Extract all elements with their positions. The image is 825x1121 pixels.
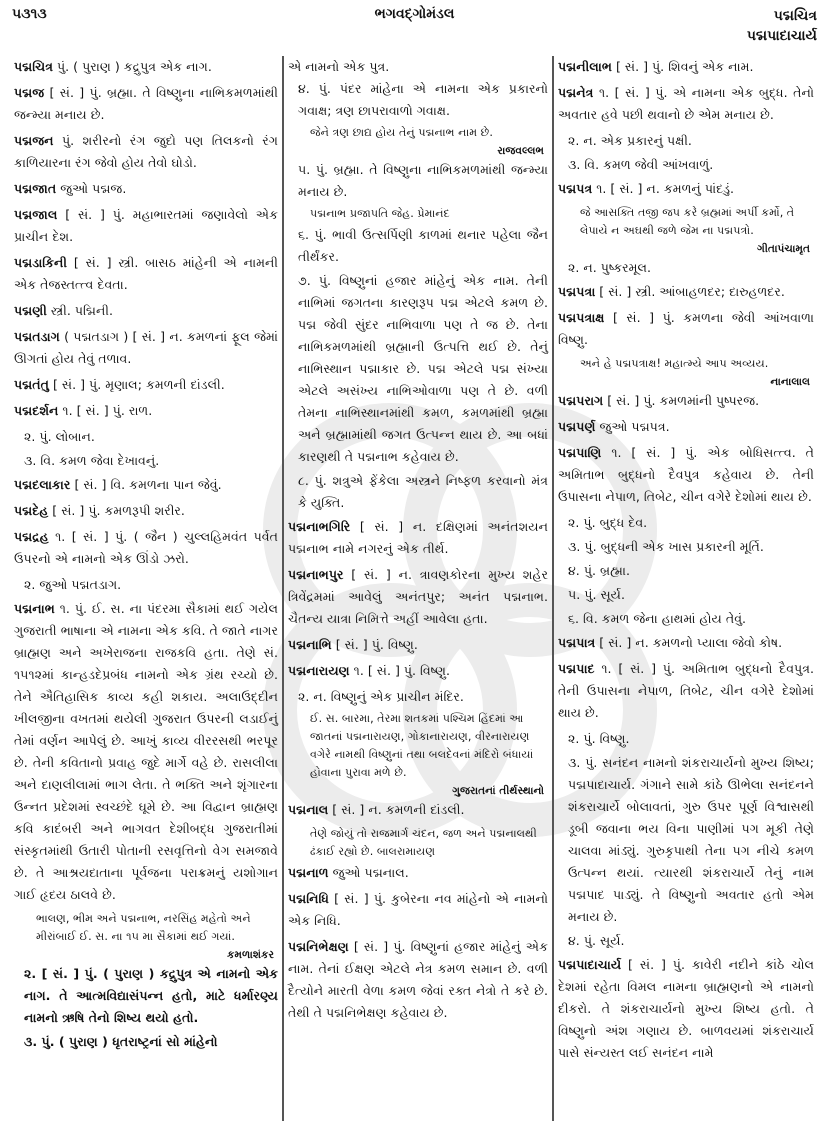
dictionary-entry: [288, 936, 548, 1024]
column-3: [552, 56, 818, 1121]
entry-headword: પદ્મદલાકાર: [14, 477, 71, 492]
entry-definition: ૧. [ સં. ] પું. અમિતાભ બુદ્ધનો દૈવપુત્ર. તેની ઉપાસના નેપાળ, તિબેટ, ચીન વગેરે દેશોમાં થાય છે.: [558, 661, 814, 720]
dictionary-entry: [288, 634, 548, 656]
dictionary-entry: [288, 799, 548, 821]
entry-headword: પદ્મપાણિ: [558, 445, 602, 460]
entry-definition: પું. શરીરનો રંગ જુદો પણ તિલકનો રંગ કાળિયારના રંગ જેવો હોય તેવો ઘોડો.: [14, 133, 278, 170]
entry-headword: પદ્મપત્ર: [558, 181, 593, 196]
entry-definition: [ સં. ] ન. કમળની દાંડલી.: [332, 802, 465, 817]
entry-headword: પદ્મનેત્ર: [558, 85, 594, 100]
entry-headword: પદ્મતડાગ: [14, 329, 60, 344]
entry-headword: પદ્મનીલાભ: [558, 59, 612, 74]
entry-definition: [ સં. ] પું. કમળના જેવી આંખવાળા વિષ્ણુ.: [558, 310, 814, 347]
dictionary-entry: [558, 56, 814, 78]
dictionary-entry: [558, 390, 814, 412]
dictionary-entry: [288, 888, 548, 932]
entry-sense: ૨. ન. પુષ્કરમૂલ.: [568, 260, 652, 275]
entry-sense: ૨. પું. બુદ્ધ દેવ.: [568, 515, 648, 530]
entry-definition: સ્ત્રી. પદ્મિની.: [50, 303, 113, 318]
usage-quotation: ઈ. સ. બારમા, તેરમા શતકમાં પશ્ચિમ હિંદમાં આ જાતનાં પદ્મનારાયણ, ગોકાનારાયણ, વીરનારાયણ વગેરે નામથી વિષ્ણુનાં તથા બલદેવનાં મંદિરો બંધાયાં હોવાના પુરાવા મળે છે.: [310, 712, 534, 779]
entry-headword: પદ્મદ્રહ: [14, 529, 49, 544]
dictionary-columns: [10, 56, 818, 1121]
entry-headword: પદ્મપત્રાક્ષ: [558, 310, 605, 325]
entry-headword: પદ્મપાત્ર: [558, 635, 596, 650]
entry-definition: ૧. [ સં. ] પું. વિષ્ણુ.: [353, 663, 451, 678]
column-2: [282, 56, 552, 1121]
entry-headword: પદ્મનારાયણ: [288, 663, 350, 678]
usage-quotation: જેને ત્રણ છાદ્ય હોય તેનું પદ્મનાભ નામ છે.: [310, 126, 493, 139]
dictionary-entry: [14, 374, 278, 396]
entry-headword: પદ્મનિધિ: [288, 891, 329, 906]
dictionary-entry: [558, 178, 814, 200]
entry-sense: ૨. જુઓ પદ્મતડાગ.: [24, 577, 122, 592]
entry-definition: [ સં. ] સ્ત્રી. બાસઠ માંહેની એ નામની એક તેજસ્તત્ત્વ દેવતા.: [14, 255, 278, 292]
entry-definition: પું. ( પુરાણ ) કદ્રુપુત્ર એક નાગ.: [56, 59, 212, 74]
entry-headword: પદ્મપાદાચાર્ય: [558, 957, 622, 972]
entry-headword: પદ્મજ: [14, 85, 45, 100]
entry-headword: પદ્મતંતુ: [14, 377, 49, 392]
book-title: ભગવદ્ગોમંડલ: [374, 6, 455, 22]
entry-definition: [ સં. ] પું. કુબેરના નવ માંહેનો એ નામનો એક નિધિ.: [288, 891, 548, 928]
quotation-source: રાજવલ્લભ: [497, 145, 544, 157]
entry-sense: ૩. વિ. કમળ જેવા દેખાવનું.: [24, 453, 160, 468]
guide-word-first: પદ્મચિત્ર: [773, 8, 817, 24]
dictionary-entry: [14, 474, 278, 496]
dictionary-entry: [14, 526, 278, 570]
quotation-source: ગુજરાતનાં તીર્થસ્થાનો: [452, 785, 544, 797]
usage-quotation: પદ્મનાભ પ્રજાપતિ જેહ. પ્રેમાનંદ: [310, 207, 450, 220]
guide-word-last: પદ્મપાદાચાર્ય: [746, 28, 817, 44]
dictionary-entry: [14, 56, 278, 78]
entry-definition: જુઓ પદ્મપત્ર.: [599, 419, 670, 434]
entry-definition: [ સં. ] પું. બ્રહ્મા. તે વિષ્ણુના નાભિકમળમાંથી જન્મ્યા મનાય છે.: [14, 85, 278, 122]
column-1: [10, 56, 282, 1121]
dictionary-entry: [14, 598, 278, 906]
entry-sense: ૨. [ સં. ] પું. ( પુરાણ ) કદ્રુપુત્ર એ નામનો એક નાગ. તે આત્મવિદ્યાસંપન્ન હતો, માટે ધર્મારણ્ય નામનો ઋષિ તેનો શિષ્ય થયો હતો.: [24, 966, 278, 1025]
entry-headword: પદ્મનાભપુર: [288, 567, 344, 582]
entry-sense: ૩. વિ. કમળ જેવી આંખવાળું.: [568, 157, 714, 172]
entry-definition: ૧. [ સં. ] પું. એક બોધિસત્ત્વ. તે અમિતાભ બુદ્ધનો દૈવપુત્ર કહેવાય છે. તેની ઉપાસના નેપાળ, તિબેટ, ચીન વગેરે દેશોમાં થાય છે.: [558, 445, 814, 504]
entry-sense: ૨. ન. વિષ્ણુનું એક પ્રાચીન મંદિર.: [298, 689, 464, 704]
quotation-source: કમળાશંકર: [227, 949, 274, 961]
entry-sense: ૪. પું. પંદર માંહેના એ નામના એક પ્રકારનો ગવાક્ષ; ત્રણ છાપરાવાળો ગવાક્ષ.: [298, 81, 548, 118]
entry-definition: ૧. [ સં. ] પું. રાળ.: [62, 403, 153, 418]
quotation-source: નાનાલાલ: [770, 376, 810, 388]
entry-sense: ૨. પું. વિષ્ણુ.: [568, 731, 630, 746]
entry-definition: [ સં. ] સ્ત્રી. આંબાહળદર; દારુહળદર.: [599, 284, 785, 299]
entry-definition: [ સં. ] વિ. કમળના પાન જેવું.: [74, 477, 222, 492]
entry-definition: [ સં. ] પું. મહાભારતમાં જણાવેલો એક પ્રાચીન દેશ.: [14, 207, 278, 244]
entry-definition: ૧. [ સં. ] ન. કમળનું પાંદડું.: [596, 181, 735, 196]
entry-definition: ( પદ્મતડાગ ) [ સં. ] ન. કમળનાં ફૂલ જેમાં ઊગતાં હોય તેવું તળાવ.: [14, 329, 278, 366]
entry-sense: ૩. પું. સનંદન નામનો શંકરાચાર્યનો મુખ્ય શિષ્ય; પદ્મપાદાચાર્ય. ગંગાને સામે કાંઠે ઊભેલા સનંદનને શંકરાચાર્યે બોલાવતાં, ગુરુ ઉપર પૂર્ણ વિશ્વાસથી ડૂબી જવાના ભય વિના પાણીમાં પગ મૂકી તેણે ચાલવા માંડ્યું. ગુરુકૃપાથી તેના પગ નીચે કમળ ઉત્પન્ન થયાં. ત્યારથી શંકરાચાર્યે તેનું નામ પદ્મપાદ પાડ્યું. તે વિષ્ણુનો અવતાર હતો એમ મનાય છે.: [568, 755, 814, 924]
entry-headword: પદ્મનાભિ: [288, 637, 332, 652]
entry-sense: ૫. પું. બ્રહ્મા. તે વિષ્ણુના નાભિકમળમાંથી જન્મ્યા મનાય છે.: [298, 162, 548, 199]
entry-sense: ૫. પું. સૂર્ય.: [568, 587, 625, 602]
entry-headword: પદ્મપર્ણ: [558, 419, 596, 434]
dictionary-entry: [558, 632, 814, 654]
entry-definition: [ સં. ] પું. મૃણાલ; કમળની દાંડલી.: [53, 377, 225, 392]
dictionary-entry: [14, 204, 278, 248]
entry-definition: ૧. [ સં. ] પું. ( જૈન ) ચુલ્લહિમવંત પર્વત ઉપરનો એ નામનો એક ઊંડો ઝરો.: [14, 529, 278, 566]
entry-sense: ૪. પું. બ્રહ્મા.: [568, 563, 630, 578]
entry-definition: [ સં. ] ન. દક્ષિણમાં અનંતશયન પદ્મનાભ નામે નગરનું એક તીર્થ.: [288, 519, 548, 556]
dictionary-entry: [14, 326, 278, 370]
dictionary-entry: [558, 416, 814, 438]
dictionary-entry: [288, 862, 548, 884]
dictionary-entry: [14, 400, 278, 422]
entry-headword: પદ્મનિભેક્ષણ: [288, 939, 349, 954]
entry-sense: ૨. પું. લોબાન.: [24, 429, 95, 444]
entry-definition: [ સં. ] ન. કમળનો પ્યાલા જેવો કોષ.: [599, 635, 783, 650]
dictionary-entry: [558, 281, 814, 303]
entry-definition: ૧. [ સં. ] પું. એ નામના એક બુદ્ધ. તેનો અવતાર હવે પછી થવાનો છે એમ મનાય છે.: [558, 85, 814, 122]
entry-headword: પદ્મદેહ: [14, 503, 49, 518]
entry-headword: પદ્મપરાગ: [558, 393, 604, 408]
entry-definition: [ સં. ] પું. કાવેરી નદીને કાંઠે ચોલ દેશમાં રહેતા વિમલ નામના બ્રાહ્મણનો એ નામનો દીકરો. તે શંકરાચાર્યનો મુખ્ય શિષ્ય હતો. તે વિષ્ણુનો અંશ ગણાય છે. બાળવયમાં શંકરાચાર્ય પાસે સંન્યસ્ત લઈ સનંદન નામે: [558, 957, 814, 1060]
entry-headword: પદ્મજાલ: [14, 207, 58, 222]
page-header: [12, 6, 817, 54]
dictionary-entry: [14, 300, 278, 322]
usage-quotation: અને હે પદ્મપત્રાક્ષ! મહાત્મ્યે આપ અવ્યય.: [580, 357, 769, 370]
usage-quotation: તેણે જોયું તો રાજમાર્ગ ચંદન, જળ અને પદ્મનાલથી ઢંકાઈ રહ્યો છે. બાલરામાયણ: [310, 827, 537, 858]
usage-quotation: ભાલણ, ભીમ અને પદ્મનાભ, નરસિંહ મહેતો અને મીરાંબાઈ ઈ. સ. ના ૧૫ મા સૈકામાં થઈ ગયાં.: [36, 912, 251, 943]
entry-headword: પદ્મનાલ: [288, 802, 329, 817]
entry-headword: પદ્મનાભગિરિ: [288, 519, 351, 534]
entry-definition: [ સં. ] પું. શિવનું એક નામ.: [615, 59, 754, 74]
entry-headword: પદ્મણી: [14, 303, 47, 318]
entry-definition: [ સં. ] પું. વિષ્ણુનાં હજાર માંહેનું એક નામ. તેનાં ઈક્ષણ એટલે નેત્ર કમળ સમાન છે. વળી દૈત્યોને મારતી વેળા કમળ જેવાં રક્ત નેત્રો તે કરે છે. તેથી તે પદ્મનિભેક્ષણ કહેવાય છે.: [288, 939, 548, 1020]
dictionary-entry: [14, 178, 278, 200]
dictionary-entry: [288, 564, 548, 630]
entry-sense: ૩. પું. ( પુરાણ ) ધૃતરાષ્ટ્રનાં સો માંહેનો: [24, 1034, 218, 1049]
entry-headword: પદ્મપત્રા: [558, 284, 596, 299]
dictionary-entry: [288, 516, 548, 560]
dictionary-entry: [558, 658, 814, 724]
entry-headword: પદ્મનાળ: [288, 865, 329, 880]
entry-sense: ૨. ન. એક પ્રકારનું પક્ષી.: [568, 133, 692, 148]
dictionary-entry: [288, 660, 548, 682]
page-number: ૫૩૧૩: [12, 6, 47, 22]
entry-sense: ૭. પું. વિષ્ણુનાં હજાર માંહેનું એક નામ. તેની નાભિમાં જગતના કારણરૂપ પદ્મ એટલે કમળ છે. પદ્મ જેવી સુંદર નાભિવાળા પણ તે જ છે. તેના નાભિકમળમાંથી બ્રહ્માની ઉત્પત્તિ થઈ છે. તેનું નાભિસ્થાન પદ્માકાર છે. પદ્મ એટલે પદ્મ સંખ્યા એટલે અસંખ્ય નાભિઓવાળા પણ તે છે. વળી તેમના નાભિસ્થાનમાંથી કમળ, કમળમાંથી બ્રહ્મા અને બ્રહ્મામાંથી જગત ઉત્પન્ન થાય છે. આ બધાં કારણથી તે પદ્મનાભ કહેવાય છે.: [298, 273, 548, 464]
dictionary-entry: [558, 307, 814, 351]
entry-definition: જુઓ પદ્મજ.: [60, 181, 127, 196]
quotation-source: ગીતાપંચામૃત: [757, 243, 810, 255]
guide-words: [747, 6, 817, 46]
entry-headword: પદ્મચિત્ર: [14, 59, 53, 74]
usage-quotation: જે આસક્તિ તજી જપ કરે બ્રહ્મમાં અર્પી કર્મો, તે લેપાયે ન અઘથી જળે જેમ ના પદ્મપત્રો.: [580, 206, 795, 237]
dictionary-entry: [558, 82, 814, 126]
dictionary-entry: [558, 954, 814, 1064]
dictionary-entry: [14, 500, 278, 522]
entry-definition: [ સં. ] ન. ત્રાવણકોરના મુખ્ય શહેર ત્રિવેંદ્રમમાં આવેલું અનંતપુર; અનંત પદ્મનાભ. ચૈતન્ય યાત્રા નિમિત્તે અહીં આવેલા હતા.: [288, 567, 548, 626]
entry-definition: જુઓ પદ્મનાલ.: [332, 865, 409, 880]
dictionary-entry: [14, 82, 278, 126]
entry-definition: [ સં. ] પું. વિષ્ણુ.: [335, 637, 418, 652]
entry-definition: [ સં. ] પું. કમળરૂપી શરીર.: [52, 503, 185, 518]
continued-text: એ નામનો એક પુત્ર.: [288, 59, 390, 74]
entry-sense: ૪. પું. સૂર્ય.: [568, 933, 625, 948]
entry-headword: પદ્મજન: [14, 133, 54, 148]
entry-headword: પદ્મનાભ: [14, 601, 55, 616]
entry-sense: ૬. પું. ભાવી ઉત્સર્પિણી કાળમાં થનાર પહેલા જૈન તીર્થંકર.: [298, 227, 548, 264]
entry-sense: ૬. વિ. કમળ જેના હાથમાં હોય તેવું.: [568, 611, 747, 626]
entry-headword: પદ્મડાકિની: [14, 255, 67, 270]
dictionary-entry: [14, 130, 278, 174]
entry-sense: ૩. પું. બુદ્ધની એક ખાસ પ્રકારની મૂર્તિ.: [568, 539, 764, 554]
entry-definition: [ સં. ] પું. કમળમાંની પુષ્પરજ.: [607, 393, 760, 408]
entry-headword: પદ્મજાત: [14, 181, 57, 196]
entry-definition: ૧. પું. ઈ. સ. ના પંદરમા સૈકામાં થઈ ગયેલ ગુજરાતી ભાષાના એ નામના એક કવિ. તે જાતે નાગર બ્રાહ્મણ અને અખેરાજના રાજકવિ હતા. તેણે સં. ૧૫૧૨માં કાન્હડદેપ્રબંધ નામનો એક ગ્રંથ રચ્યો છે. તેને ઐતિહાસિક કાવ્ય કહી શકાય. અલાઉદ્દીન ખીલજીના વખતમાં થયેલી ગુજરાત ઉપરની લડાઈનું તેમાં વર્ણન આપેલું છે. આખું કાવ્ય વીરરસથી ભરપૂર છે. તેની કવિતાનો પ્રવાહ જુદે માર્ગે વહે છે. રાસલીલા અને દાણલીલામાં ભાગ લેતા. તે ભક્તિ અને શૃંગારના ઉન્નત પ્રદેશમાં સ્વચ્છંદે ઘૂમે છે. આ વિદ્વાન બ્રાહ્મણ કવિ કાદંબરી અને ભાગવત દેશીબદ્ધ ગુજરાતીમાં સંસ્કૃતમાંથી ઉતારી પોતાની રસવૃત્તિનો વેગ સમજાવે છે. તે આશ્રયદાતાના પૂર્વજના પરાક્રમનું યશોગાન ગાઈ હૃદય ઠાલવે છે.: [14, 601, 278, 902]
entry-headword: પદ્મપાદ: [558, 661, 595, 676]
dictionary-entry: [14, 252, 278, 296]
entry-headword: પદ્મદર્શન: [14, 403, 59, 418]
entry-sense: ૮. પું. શત્રુએ ફેંકેલા અસ્ત્રને નિષ્ફળ કરવાનો મંત્ર કે યુક્તિ.: [298, 473, 548, 510]
dictionary-entry: [558, 442, 814, 508]
